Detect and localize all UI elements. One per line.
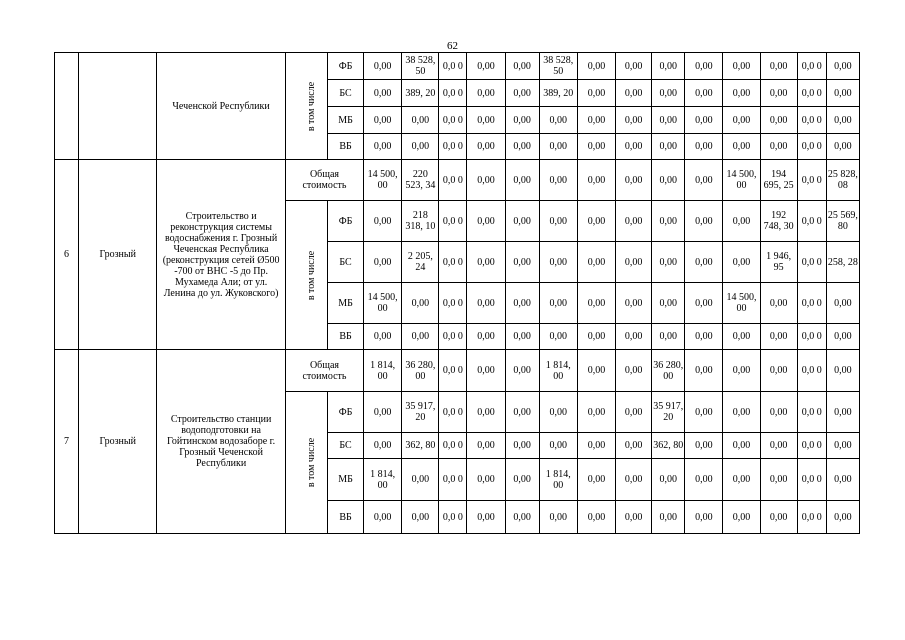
total-value-cell: 0,00 [467, 160, 505, 201]
value-cell: 0,00 [577, 501, 615, 534]
municipality-name: Грозный [79, 350, 157, 534]
value-cell: 0,00 [402, 501, 439, 534]
value-cell: 0,00 [685, 53, 723, 80]
value-cell: 35 917, 20 [402, 392, 439, 433]
value-cell: 0,00 [364, 501, 402, 534]
total-cost-label: Общая стоимость [285, 160, 363, 201]
in-that-number-label [285, 53, 327, 160]
value-cell: 0,00 [505, 80, 539, 107]
fund-label: БС [327, 80, 363, 107]
value-cell: 0,00 [505, 134, 539, 160]
value-cell: 0,00 [760, 107, 797, 134]
value-cell: 2 205, 24 [402, 242, 439, 283]
value-cell: 0,00 [539, 107, 577, 134]
total-value-cell: 36 280, 00 [652, 350, 685, 392]
value-cell: 0,00 [364, 324, 402, 350]
total-value-cell: 0,00 [616, 350, 652, 392]
value-cell: 0,0 0 [439, 433, 467, 459]
value-cell: 0,00 [652, 459, 685, 501]
fund-label: ВБ [327, 501, 363, 534]
value-cell: 0,00 [760, 392, 797, 433]
value-cell: 0,00 [577, 53, 615, 80]
value-cell: 14 500, 00 [364, 283, 402, 324]
value-cell: 1 814, 00 [539, 459, 577, 501]
project-description: Строительство и реконструкция системы водоснабжения г. Грозный Чеченская Республика (реконструкция сетей Ø500 -700 от ВНС -5 до Пр. Мухамеда Али; от ул. Ленина до ул. Жуковского) [157, 160, 285, 350]
value-cell: 0,00 [577, 433, 615, 459]
project-description: Чеченской Республики [157, 53, 285, 160]
total-cost-label: Общая стоимость [285, 350, 363, 392]
fund-label: БС [327, 242, 363, 283]
value-cell: 0,00 [539, 324, 577, 350]
value-cell: 0,00 [402, 107, 439, 134]
in-that-number-text: в том числе [306, 437, 318, 488]
fund-label: МБ [327, 107, 363, 134]
value-cell: 0,0 0 [439, 392, 467, 433]
value-cell: 0,00 [467, 242, 505, 283]
value-cell: 38 528, 50 [539, 53, 577, 80]
value-cell: 14 500, 00 [723, 283, 760, 324]
value-cell: 0,00 [505, 324, 539, 350]
total-value-cell: 220 523, 34 [402, 160, 439, 201]
value-cell: 0,00 [577, 80, 615, 107]
value-cell: 0,00 [760, 53, 797, 80]
value-cell: 0,00 [505, 283, 539, 324]
value-cell: 0,00 [826, 392, 859, 433]
value-cell: 0,00 [364, 433, 402, 459]
value-cell: 0,00 [652, 107, 685, 134]
value-cell: 0,00 [577, 283, 615, 324]
fund-label: ВБ [327, 134, 363, 160]
value-cell: 0,00 [685, 107, 723, 134]
value-cell: 0,00 [616, 459, 652, 501]
value-cell: 0,00 [723, 242, 760, 283]
fund-label: ФБ [327, 53, 363, 80]
value-cell: 0,00 [505, 242, 539, 283]
value-cell: 0,00 [826, 433, 859, 459]
value-cell: 218 318, 10 [402, 201, 439, 242]
value-cell: 0,00 [685, 201, 723, 242]
fund-label: ФБ [327, 201, 363, 242]
in-that-number-label [285, 201, 327, 350]
total-value-cell: 0,00 [577, 350, 615, 392]
value-cell: 0,00 [685, 283, 723, 324]
project-description: Строительство станции водоподготовки на Гойтинском водозаборе г. Грозный Чеченской Республики [157, 350, 285, 534]
value-cell: 0,00 [723, 459, 760, 501]
row-number: 6 [55, 160, 79, 350]
value-cell: 0,00 [652, 283, 685, 324]
value-cell: 0,00 [616, 324, 652, 350]
value-cell: 0,00 [760, 501, 797, 534]
value-cell: 0,00 [760, 433, 797, 459]
value-cell: 0,00 [577, 242, 615, 283]
municipality-name [79, 53, 157, 160]
value-cell: 0,00 [467, 53, 505, 80]
value-cell: 0,00 [505, 107, 539, 134]
value-cell: 0,00 [723, 134, 760, 160]
value-cell: 0,00 [616, 392, 652, 433]
value-cell: 0,00 [577, 107, 615, 134]
value-cell: 0,0 0 [797, 134, 826, 160]
value-cell: 0,00 [616, 80, 652, 107]
in-that-number-text: в том числе [306, 81, 318, 131]
value-cell: 0,00 [364, 107, 402, 134]
value-cell: 0,00 [685, 242, 723, 283]
value-cell: 389, 20 [539, 80, 577, 107]
value-cell: 0,0 0 [439, 107, 467, 134]
value-cell: 0,0 0 [439, 201, 467, 242]
value-cell: 38 528, 50 [402, 53, 439, 80]
total-value-cell: 1 814, 00 [364, 350, 402, 392]
value-cell: 0,00 [539, 392, 577, 433]
value-cell: 0,0 0 [797, 501, 826, 534]
value-cell: 0,00 [505, 433, 539, 459]
section-total-row [55, 160, 860, 201]
value-cell: 0,0 0 [439, 242, 467, 283]
value-cell: 1 946, 95 [760, 242, 797, 283]
value-cell: 0,0 0 [797, 324, 826, 350]
value-cell: 0,00 [364, 134, 402, 160]
value-cell: 0,00 [402, 324, 439, 350]
total-value-cell: 0,00 [685, 160, 723, 201]
total-value-cell: 14 500, 00 [723, 160, 760, 201]
value-cell: 0,00 [467, 501, 505, 534]
value-cell: 0,00 [577, 324, 615, 350]
value-cell: 0,00 [364, 80, 402, 107]
value-cell: 0,0 0 [797, 107, 826, 134]
value-cell: 0,00 [685, 80, 723, 107]
value-cell: 0,0 0 [439, 53, 467, 80]
value-cell: 0,00 [539, 501, 577, 534]
value-cell: 0,00 [467, 80, 505, 107]
value-cell: 0,00 [467, 459, 505, 501]
in-that-number-text: в том числе [306, 250, 318, 300]
value-cell: 0,00 [723, 80, 760, 107]
value-cell: 0,00 [467, 283, 505, 324]
value-cell: 0,0 0 [797, 459, 826, 501]
fund-row [55, 53, 860, 80]
budget-table [54, 52, 860, 534]
value-cell: 0,00 [652, 201, 685, 242]
value-cell: 0,00 [826, 283, 859, 324]
value-cell: 0,00 [505, 392, 539, 433]
total-value-cell: 0,0 0 [439, 350, 467, 392]
in-that-number-label [285, 392, 327, 534]
value-cell: 0,00 [539, 433, 577, 459]
value-cell: 0,00 [364, 53, 402, 80]
row-number [55, 53, 79, 160]
total-value-cell: 0,00 [652, 160, 685, 201]
value-cell: 0,00 [539, 242, 577, 283]
value-cell: 0,00 [685, 324, 723, 350]
value-cell: 0,00 [364, 242, 402, 283]
value-cell: 0,00 [577, 392, 615, 433]
value-cell: 0,0 0 [797, 433, 826, 459]
value-cell: 0,00 [652, 134, 685, 160]
total-value-cell: 0,00 [723, 350, 760, 392]
fund-label: МБ [327, 283, 363, 324]
value-cell: 0,00 [652, 80, 685, 107]
value-cell: 0,00 [760, 283, 797, 324]
value-cell: 0,00 [723, 392, 760, 433]
total-value-cell: 0,00 [505, 160, 539, 201]
value-cell: 0,00 [364, 392, 402, 433]
value-cell: 0,00 [616, 107, 652, 134]
value-cell: 0,00 [826, 134, 859, 160]
value-cell: 0,00 [505, 501, 539, 534]
value-cell: 192 748, 30 [760, 201, 797, 242]
value-cell: 25 569, 80 [826, 201, 859, 242]
value-cell: 35 917, 20 [652, 392, 685, 433]
section-total-row [55, 350, 860, 392]
value-cell: 0,00 [539, 283, 577, 324]
value-cell: 0,00 [402, 134, 439, 160]
total-value-cell: 0,0 0 [797, 160, 826, 201]
value-cell: 0,00 [364, 201, 402, 242]
value-cell: 0,00 [723, 53, 760, 80]
value-cell: 0,0 0 [439, 324, 467, 350]
value-cell: 0,0 0 [439, 134, 467, 160]
value-cell: 0,00 [826, 53, 859, 80]
value-cell: 0,0 0 [797, 53, 826, 80]
value-cell: 0,00 [616, 501, 652, 534]
fund-label: МБ [327, 459, 363, 501]
value-cell: 0,00 [760, 324, 797, 350]
value-cell: 0,00 [652, 324, 685, 350]
value-cell: 0,00 [685, 433, 723, 459]
value-cell: 362, 80 [402, 433, 439, 459]
value-cell: 0,00 [539, 134, 577, 160]
value-cell: 0,00 [467, 324, 505, 350]
total-value-cell: 0,00 [685, 350, 723, 392]
fund-label: ВБ [327, 324, 363, 350]
value-cell: 0,00 [402, 283, 439, 324]
value-cell: 0,00 [760, 80, 797, 107]
total-value-cell: 1 814, 00 [539, 350, 577, 392]
value-cell: 0,00 [826, 80, 859, 107]
total-value-cell: 0,00 [505, 350, 539, 392]
value-cell: 0,00 [616, 242, 652, 283]
value-cell: 0,00 [826, 501, 859, 534]
row-number: 7 [55, 350, 79, 534]
value-cell: 0,00 [685, 501, 723, 534]
value-cell: 0,00 [467, 201, 505, 242]
value-cell: 0,00 [616, 134, 652, 160]
value-cell: 0,00 [616, 53, 652, 80]
value-cell: 0,00 [467, 134, 505, 160]
value-cell: 0,00 [505, 459, 539, 501]
value-cell: 0,00 [652, 53, 685, 80]
value-cell: 0,0 0 [797, 242, 826, 283]
value-cell: 0,00 [616, 283, 652, 324]
total-value-cell: 0,00 [467, 350, 505, 392]
total-value-cell: 0,0 0 [439, 160, 467, 201]
value-cell: 0,00 [685, 134, 723, 160]
total-value-cell: 0,00 [760, 350, 797, 392]
value-cell: 0,00 [467, 107, 505, 134]
fund-label: ФБ [327, 392, 363, 433]
value-cell: 389, 20 [402, 80, 439, 107]
value-cell: 0,0 0 [439, 501, 467, 534]
value-cell: 0,00 [539, 201, 577, 242]
value-cell: 0,00 [616, 433, 652, 459]
total-value-cell: 0,00 [577, 160, 615, 201]
value-cell: 0,00 [723, 433, 760, 459]
value-cell: 0,0 0 [797, 201, 826, 242]
fund-label: БС [327, 433, 363, 459]
value-cell: 0,00 [685, 459, 723, 501]
value-cell: 0,00 [652, 242, 685, 283]
value-cell: 0,00 [577, 201, 615, 242]
value-cell: 0,00 [723, 501, 760, 534]
value-cell: 0,00 [826, 107, 859, 134]
value-cell: 0,00 [826, 324, 859, 350]
page-number: 62 [447, 40, 458, 52]
value-cell: 0,00 [723, 324, 760, 350]
value-cell: 0,0 0 [439, 283, 467, 324]
total-value-cell: 0,00 [826, 350, 859, 392]
total-value-cell: 0,00 [616, 160, 652, 201]
value-cell: 362, 80 [652, 433, 685, 459]
value-cell: 0,0 0 [797, 283, 826, 324]
value-cell: 258, 28 [826, 242, 859, 283]
value-cell: 0,00 [402, 459, 439, 501]
value-cell: 0,00 [616, 201, 652, 242]
value-cell: 1 814, 00 [364, 459, 402, 501]
value-cell: 0,00 [467, 433, 505, 459]
total-value-cell: 36 280, 00 [402, 350, 439, 392]
value-cell: 0,00 [760, 459, 797, 501]
value-cell: 0,00 [723, 107, 760, 134]
municipality-name: Грозный [79, 160, 157, 350]
value-cell: 0,00 [467, 392, 505, 433]
total-value-cell: 25 828, 08 [826, 160, 859, 201]
total-value-cell: 194 695, 25 [760, 160, 797, 201]
value-cell: 0,00 [723, 201, 760, 242]
value-cell: 0,0 0 [439, 459, 467, 501]
value-cell: 0,0 0 [439, 80, 467, 107]
total-value-cell: 0,0 0 [797, 350, 826, 392]
value-cell: 0,00 [826, 459, 859, 501]
value-cell: 0,0 0 [797, 80, 826, 107]
value-cell: 0,00 [685, 392, 723, 433]
total-value-cell: 0,00 [539, 160, 577, 201]
total-value-cell: 14 500, 00 [364, 160, 402, 201]
value-cell: 0,00 [652, 501, 685, 534]
value-cell: 0,00 [577, 134, 615, 160]
value-cell: 0,00 [760, 134, 797, 160]
value-cell: 0,00 [577, 459, 615, 501]
value-cell: 0,00 [505, 53, 539, 80]
value-cell: 0,00 [505, 201, 539, 242]
value-cell: 0,0 0 [797, 392, 826, 433]
